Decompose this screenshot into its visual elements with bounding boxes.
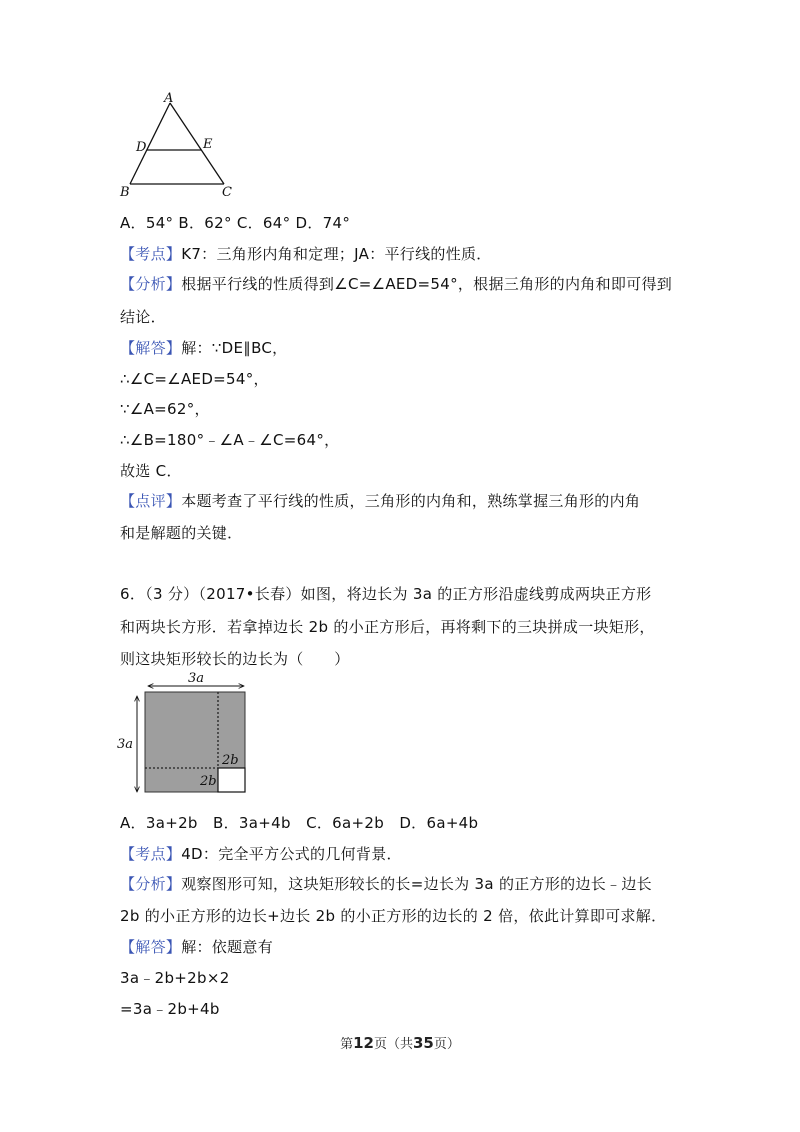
q6-jieda	[120, 936, 273, 957]
q5-kaodian	[120, 243, 492, 264]
fenxi-tag: 【分析】	[120, 875, 182, 893]
q5-dianping	[120, 490, 640, 511]
footer-page-number: 12	[353, 1034, 374, 1052]
fenxi-text: 观察图形可知，这块矩形较长的长=边长为 3a 的正方形的边长﹣边长	[181, 875, 652, 893]
q6-step-1: 3a﹣2b+2b×2	[120, 969, 230, 987]
q5-dianping-cont: 和是解题的关键．	[120, 524, 243, 542]
dianping-tag: 【点评】	[120, 492, 182, 510]
small-square	[218, 768, 245, 792]
q5-options: A．54° B．62° C．64° D．74°	[120, 214, 351, 232]
triangle-figure	[118, 92, 248, 200]
kaodian-text: K7：三角形内角和定理；JA：平行线的性质．	[181, 245, 492, 263]
footer-middle: 页（共	[373, 1037, 413, 1052]
q6-kaodian	[120, 843, 402, 864]
q5-step-1: ∴∠C=∠AED=54°，	[120, 370, 269, 388]
footer-total-pages: 35	[413, 1034, 434, 1052]
fenxi-text: 根据平行线的性质得到∠C=∠AED=54°，根据三角形的内角和即可得到	[181, 275, 673, 293]
jieda-tag: 【解答】	[120, 938, 182, 956]
jieda-text: 解：依题意有	[181, 938, 274, 956]
kaodian-tag: 【考点】	[120, 245, 182, 263]
q5-fenxi	[120, 273, 672, 294]
jieda-tag: 【解答】	[120, 339, 182, 357]
q6-step-2: =3a﹣2b+4b	[120, 1000, 220, 1018]
q5-fenxi-cont: 结论．	[120, 308, 166, 326]
vertex-label-a: A	[164, 92, 174, 106]
top-dimension-label: 3a	[188, 671, 205, 686]
left-dimension-label: 3a	[117, 737, 134, 752]
q5-jieda	[120, 337, 287, 358]
footer-suffix: 页）	[433, 1037, 460, 1052]
vertex-label-c: C	[222, 185, 232, 200]
page-footer	[0, 1033, 800, 1052]
q5-step-4: 故选 C．	[120, 462, 182, 480]
dianping-text: 本题考查了平行线的性质，三角形的内角和，熟练掌握三角形的内角	[181, 492, 641, 510]
square-figure	[115, 668, 255, 798]
kaodian-tag: 【考点】	[120, 845, 182, 863]
q6-options: A．3a+2b B．3a+4b C．6a+2b D．6a+4b	[120, 814, 479, 832]
q5-step-3: ∴∠B=180°﹣∠A﹣∠C=64°，	[120, 431, 340, 449]
vertex-label-b: B	[120, 185, 130, 200]
footer-prefix: 第	[340, 1037, 354, 1052]
jieda-text: 解：∵DE∥BC，	[181, 339, 288, 357]
vertex-label-e: E	[203, 137, 213, 152]
inner-label-2b-top: 2b	[222, 753, 239, 768]
inner-label-2b-left: 2b	[200, 774, 217, 789]
q6-stem-line-3: 则这块矩形较长的边长为（ ）	[120, 650, 350, 668]
q6-fenxi	[120, 873, 652, 894]
vertex-label-d: D	[136, 140, 147, 155]
fenxi-tag: 【分析】	[120, 275, 182, 293]
q6-stem-line-1: 6．（3 分）（2017•长春）如图，将边长为 3a 的正方形沿虚线剪成两块正方形	[120, 585, 652, 603]
kaodian-text: 4D：完全平方公式的几何背景．	[181, 845, 402, 863]
q6-fenxi-cont: 2b 的小正方形的边长+边长 2b 的小正方形的边长的 2 倍，依此计算即可求解．	[120, 907, 667, 925]
q5-step-2: ∵∠A=62°，	[120, 400, 210, 418]
q6-stem-line-2: 和两块长方形．若拿掉边长 2b 的小正方形后，再将剩下的三块拼成一块矩形，	[120, 618, 655, 636]
